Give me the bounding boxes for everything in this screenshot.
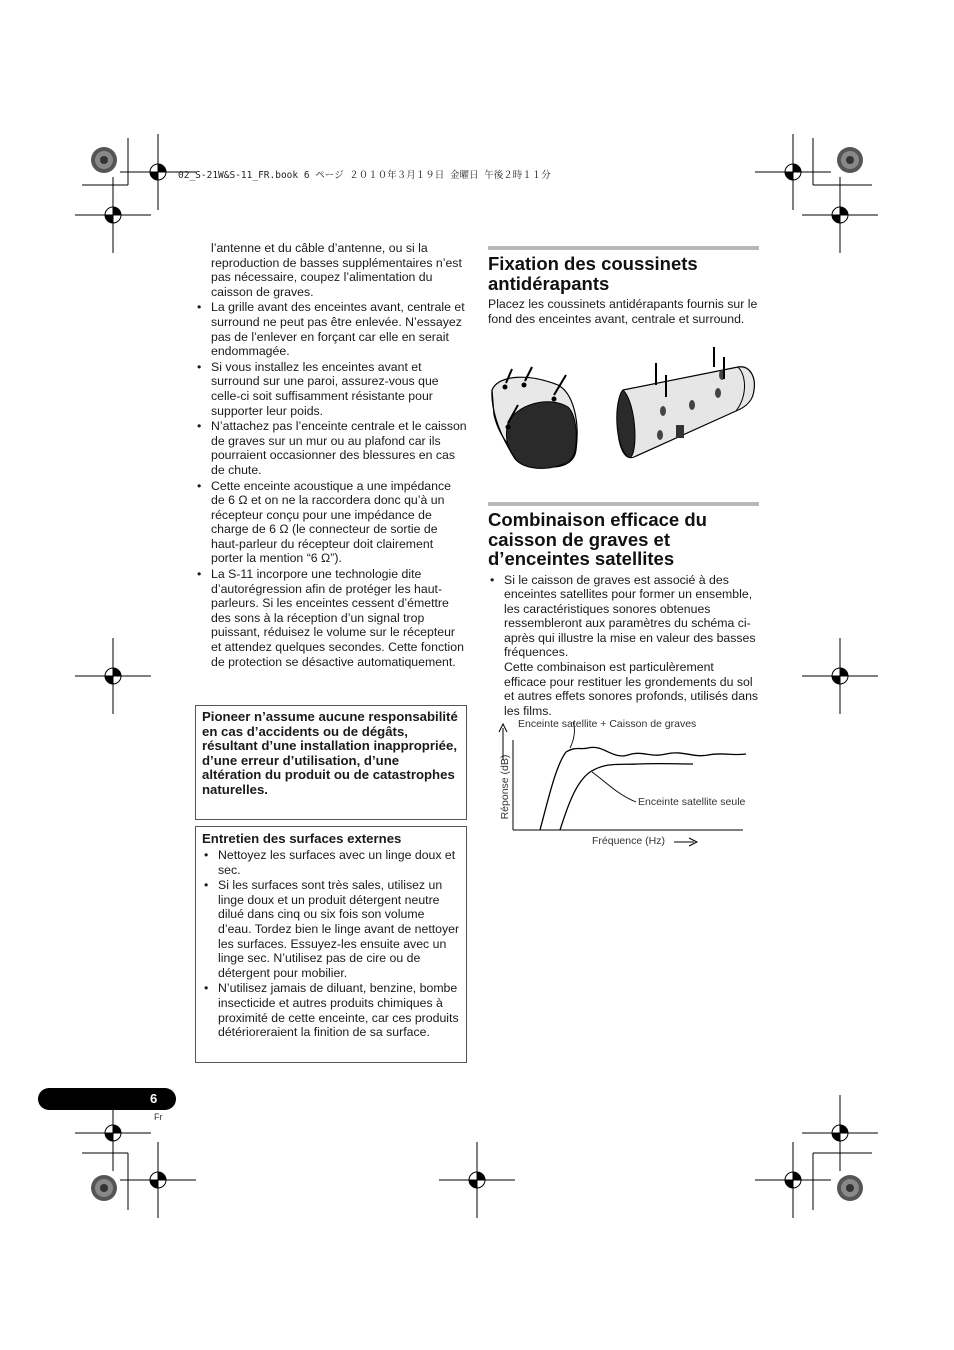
liability-warning-text: Pioneer n’assume aucune responsabilité en cas d’accidents ou de dégâts, résultant d’une installation inappropriée, d’une erreur d’utilisation, d’une altération du produit ou de catastrophes naturelles.: [202, 709, 458, 797]
section-title: Combinaison efficace du caisson de graves et d’enceintes satellites: [488, 509, 707, 569]
care-list: [202, 848, 460, 1040]
frequency-response-graph: [488, 720, 760, 850]
list-item: • La grille avant des enceintes avant, centrale et surround ne peut pas être enlevée. N’essayez pas de l’enlever en forçant car elle en serait endommagée.: [195, 300, 467, 358]
combination-bullet-text: Si le caisson de graves est associé à des enceintes satellites pour former un ensemble, les caractéristiques sonores obtenues ressembleront aux paramètres du schéma ci-après qui illustre la mise en valeur des basses fréquences.: [504, 572, 756, 660]
care-box-title: Entretien des surfaces externes: [202, 831, 402, 846]
list-item: • La S-11 incorpore une technologie dite d’autorégression afin de protéger les haut-parleurs. Si les enceintes cessent d’émettre des sons à la réception d’un signal trop puissant, réduisez le volume sur le récepteur et attendez quelques secondes. Cette fonction de protection se désactive automatiquement.: [195, 567, 467, 669]
list-item: • N’utilisez jamais de diluant, benzine, bombe insecticide et autres produits chimiques à proximité de cette enceinte, car ces produits détérioreraient la finition de sa surface.: [202, 981, 460, 1039]
combined-response-curve: [540, 747, 746, 830]
graph-label-combined: Enceinte satellite + Caisson de graves: [518, 718, 697, 730]
combination-bullet-cont: Cette combinaison est particulèrement efficace pour restituer les grondements du sol et autres effets sonores profonds, utilisés dans les films.: [504, 660, 759, 718]
graph-x-label: Fréquence (Hz): [592, 835, 665, 847]
section-title: Fixation des coussinets antidérapants: [488, 253, 698, 294]
precautions-list: [195, 300, 467, 669]
liability-warning-box: [195, 705, 467, 820]
book-file-header: 02_S-21W&S-11_FR.book 6 ページ ２０１０年３月１９日 金曜日 午後２時１１分: [178, 170, 551, 181]
satellite-response-curve: [560, 764, 693, 830]
section-combination: [488, 502, 759, 719]
section-divider: [488, 246, 759, 250]
page-number: 6: [150, 1091, 158, 1106]
left-column: [195, 241, 467, 670]
intro-continuation: l’antenne et du câble d’antenne, ou si la reproduction de basses supplémentaires n’est pas nécessaire, coupez l’alimentation du caisson de graves.: [211, 241, 462, 299]
list-item: • N’attachez pas l’enceinte centrale et le caisson de graves sur un mur ou au plafond car ils pourraient occasionner des blessures en cas de chute.: [195, 419, 467, 477]
language-code: Fr: [154, 1112, 163, 1122]
list-item: [488, 573, 759, 719]
list-item: • Nettoyez les surfaces avec un linge doux et sec.: [202, 848, 460, 877]
section-text: Placez les coussinets antidérapants fournis sur le fond des enceintes avant, centrale et surround.: [488, 297, 758, 326]
speaker-pads-illustration: [488, 345, 760, 485]
section-divider: [488, 502, 759, 506]
combination-list: [488, 573, 759, 719]
front-speaker-drawing: [492, 367, 577, 468]
graph-y-label: Réponse (dB): [499, 754, 511, 820]
graph-label-satellite: Enceinte satellite seule: [638, 796, 746, 808]
center-speaker-drawing: [617, 347, 755, 458]
list-item: • Si les surfaces sont très sales, utilisez un linge doux et un produit détergent neutre dilué dans cinq ou six fois son volume d’eau. Tordez bien le linge avant de nettoyer les surfaces. Essuyez-les ensuite avec un linge sec. N’utilisez pas de cire ou de détergent pour mobilier.: [202, 878, 460, 980]
section-antislip: [488, 246, 759, 326]
list-item: • Cette enceinte acoustique a une impédance de 6 Ω et on ne la raccordera donc qu’à un récepteur conçu pour une impédance de charge de 6 Ω (le connecteur de sortie de haut-parleur du récepteur doit clairement porter la mention “6 Ω”).: [195, 479, 467, 567]
list-item: • Si vous installez les enceintes avant et surround sur une paroi, assurez-vous que celle-ci soit suffisamment résistante pour supporter leur poids.: [195, 360, 467, 418]
care-box: [195, 826, 467, 1063]
